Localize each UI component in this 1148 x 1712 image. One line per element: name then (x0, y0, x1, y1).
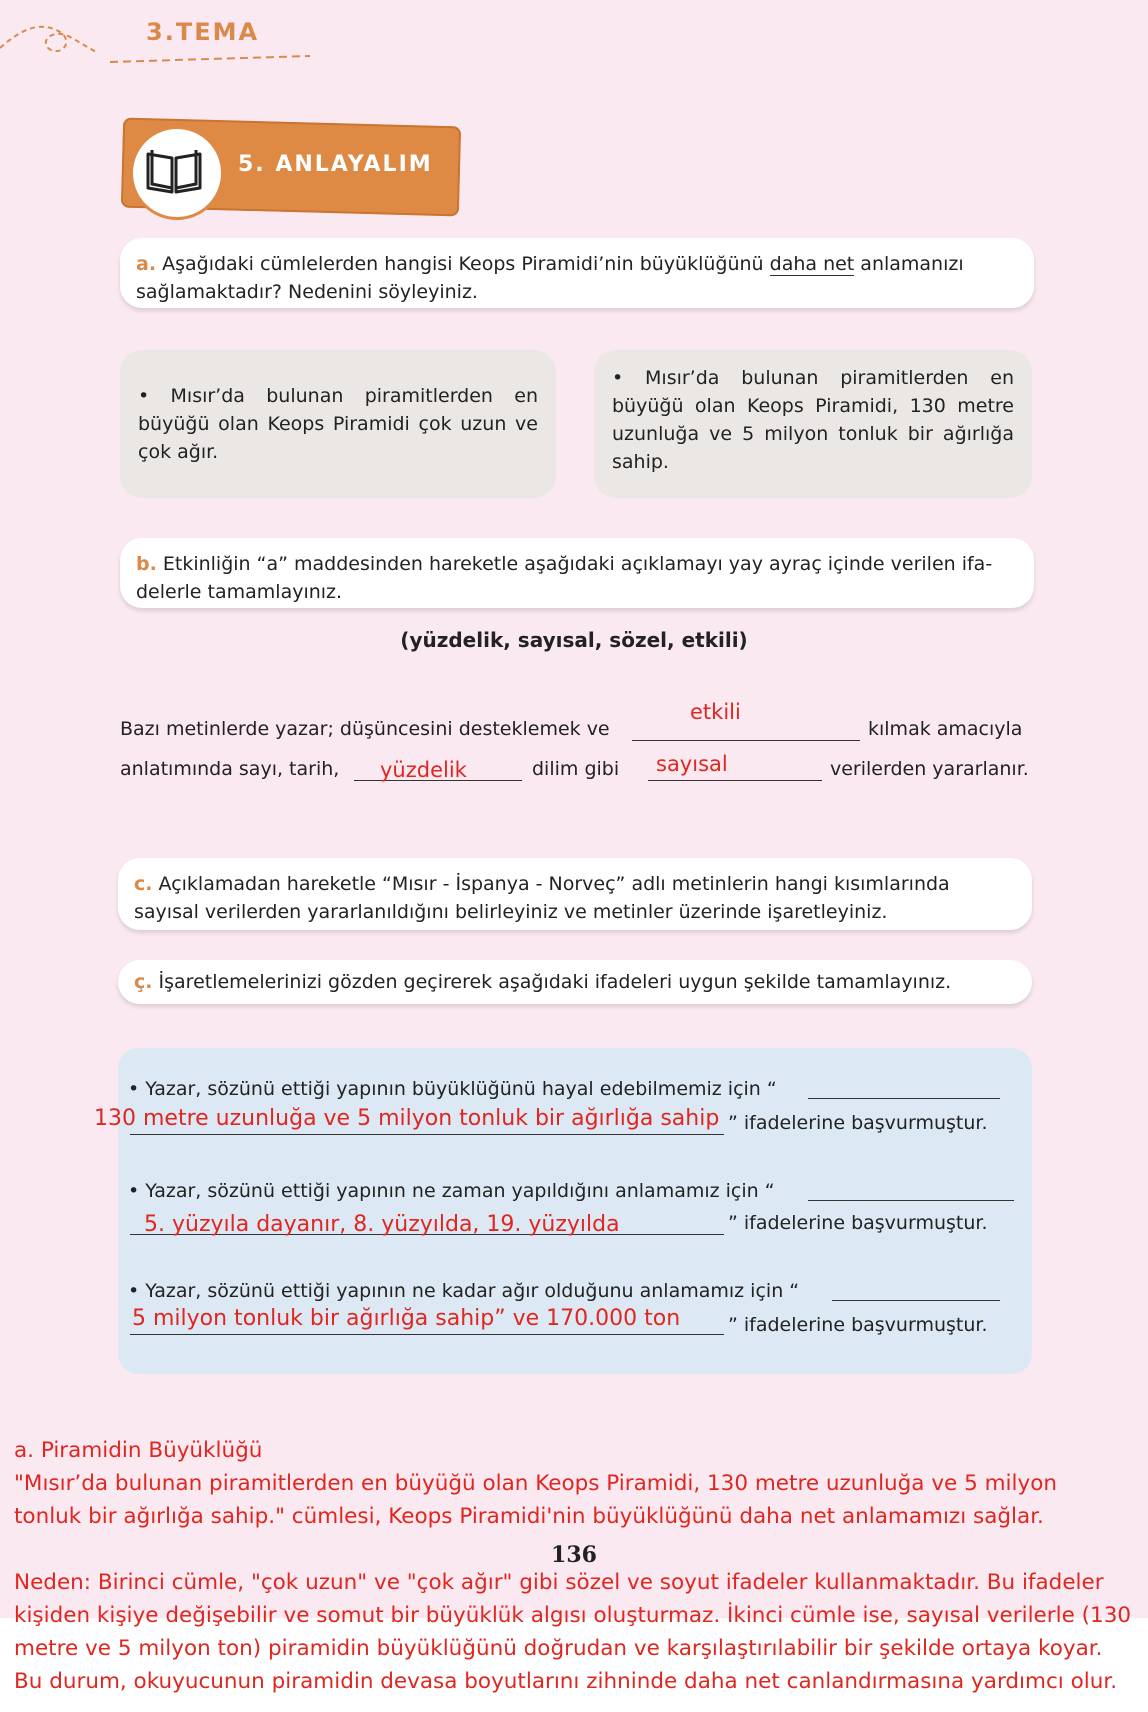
answer-line: Neden: Birinci cümle, "çok uzun" ve "çok ağır" gibi sözel ve soyut ifadeler kullanmaktadır. Bu ifadeler (14, 1570, 1104, 1595)
bullet-end: ” ifadelerine başvurmuştur. (728, 1314, 988, 1336)
question-letter: ç. (134, 971, 153, 993)
answer-blank (808, 1098, 1000, 1099)
section-title: 5. ANLAYALIM (238, 152, 433, 177)
bullet-end: ” ifadelerine başvurmuştur. (728, 1112, 988, 1134)
question-text: sağlamaktadır? Nedenini söyleyiniz. (136, 281, 478, 303)
answer-title: a. Piramidin Büyüklüğü (14, 1438, 263, 1463)
option-box-1 (120, 350, 556, 498)
question-b (120, 538, 1034, 608)
sentence-text: Bazı metinlerde yazar; düşüncesini desteklemek ve (120, 718, 610, 740)
underlined-phrase: daha net (769, 253, 855, 275)
answer-blank (648, 780, 822, 781)
answer-line: metre ve 5 milyon ton) piramidin büyüklüğünü doğrudan ve karşılaştırılabilir bir şekilde ortaya koyar. (14, 1636, 1103, 1661)
question-text: sayısal verilerden yararlanıldığını belirleyiniz ve metinler üzerinde işaretleyiniz. (134, 901, 888, 923)
answer-blank (632, 740, 860, 741)
question-letter: b. (136, 553, 157, 575)
answer-blank (130, 1134, 724, 1135)
question-text: anlamanızı (860, 253, 964, 275)
answer-line: tonluk bir ağırlığa sahip." cümlesi, Keops Piramidi'nin büyüklüğünü daha net anlamamızı sağlar. (14, 1504, 1044, 1529)
theme-label: 3.TEMA (146, 18, 260, 46)
question-text: İşaretlemelerinizi gözden geçirerek aşağıdaki ifadeleri uygun şekilde tamamlayınız. (158, 971, 952, 993)
option-box-2 (594, 350, 1032, 498)
answer-blank (130, 1334, 724, 1335)
filled-answer: 5. yüzyıla dayanır, 8. yüzyılda, 19. yüzyılda (144, 1212, 620, 1237)
answer-blank (808, 1200, 1014, 1201)
bullet-text: • Yazar, sözünü ettiği yapının ne zaman yapıldığını anlamamız için “ (128, 1180, 775, 1202)
filled-answer: sayısal (656, 752, 728, 776)
option-text: • Mısır’da bulunan piramitlerden en büyüğü olan Keops Piramidi, 130 metre uzunluğa ve 5 milyon tonluk bir ağırlığa sahip. (612, 367, 1014, 473)
bullet-text: • Yazar, sözünü ettiği yapının büyüklüğünü hayal edebilmemiz için “ (128, 1078, 777, 1100)
answer-line: Bu durum, okuyucunun piramidin devasa boyutlarını zihninde daha net canlandırmasına yardımcı olur. (14, 1669, 1118, 1694)
sentence-text: dilim gibi (532, 758, 620, 780)
question-text: Açıklamadan hareketle “Mısır - İspanya - Norveç” adlı metinlerin hangi kısımlarında (158, 873, 950, 895)
option-text: • Mısır’da bulunan piramitlerden en büyüğü olan Keops Piramidi çok uzun ve çok ağır. (138, 385, 538, 463)
filled-answer: 5 milyon tonluk bir ağırlığa sahip” ve 170.000 ton (132, 1306, 681, 1331)
question-a (120, 238, 1034, 308)
question-letter: a. (136, 253, 157, 275)
filled-answer: yüzdelik (380, 758, 467, 782)
bullet-text: • Yazar, sözünü ettiği yapının ne kadar ağır olduğunu anlamamız için “ (128, 1280, 800, 1302)
word-choices: (yüzdelik, sayısal, sözel, etkili) (400, 628, 748, 652)
question-text: delerle tamamlayınız. (136, 581, 343, 603)
answer-line: "Mısır’da bulunan piramitlerden en büyüğü olan Keops Piramidi, 130 metre uzunluğa ve 5 milyon (14, 1471, 1058, 1496)
question-letter: c. (134, 873, 153, 895)
sentence-text: anlatımında sayı, tarih, (120, 758, 340, 780)
bullet-end: ” ifadelerine başvurmuştur. (728, 1212, 988, 1234)
sentence-text: verilerden yararlanır. (830, 758, 1029, 780)
filled-answer: etkili (690, 700, 741, 724)
question-text: Aşağıdaki cümlelerden hangisi Keops Piramidi’nin büyüklüğünü (162, 253, 764, 275)
question-text: Etkinliğin “a” maddesinden hareketle aşağıdaki açıklamayı yay ayraç içinde verilen ifa- (162, 553, 993, 575)
question-c (118, 858, 1032, 930)
answer-line: kişiden kişiye değişebilir ve somut bir büyüklük algısı oluşturmaz. İkinci cümle ise, sayısal verilerle (130 (14, 1603, 1132, 1628)
book-icon (142, 138, 206, 202)
answer-blank (832, 1300, 1000, 1301)
question-cc (118, 960, 1032, 1004)
page-number: 136 (551, 1542, 597, 1568)
sentence-text: kılmak amacıyla (868, 718, 1023, 740)
filled-answer: 130 metre uzunluğa ve 5 milyon tonluk bir ağırlığa sahip (94, 1106, 720, 1131)
